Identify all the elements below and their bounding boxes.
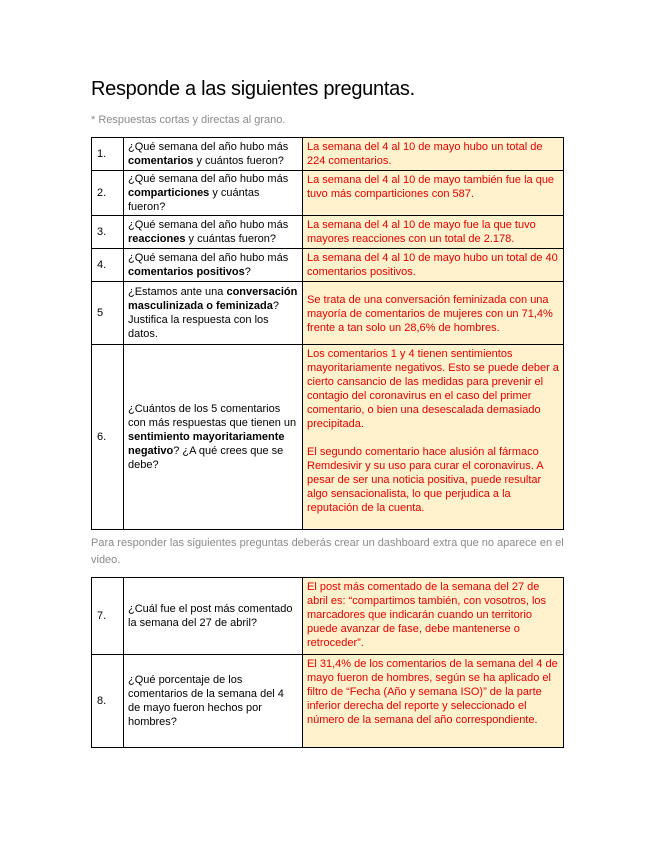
question-text: ¿Cuál fue el post más comentado la semana del 27 de abril? bbox=[124, 578, 303, 655]
dashboard-note: Para responder las siguientes preguntas deberás crear un dashboard extra que no aparece en el video. bbox=[91, 537, 564, 566]
answer-text: La semana del 4 al 10 de mayo fue la que tuvo mayores reacciones con un total de 2.178. bbox=[303, 216, 564, 249]
answer-text: El post más comentado de la semana del 27 de abril es: “compartimos también, con vosotros, los marcadores que indicarán cuando un territorio puede avanzar de fase, debe mantenerse o retroceder”. bbox=[303, 578, 564, 655]
question-text: ¿Estamos ante una conversación masculinizada o feminizada? Justifica la respuesta con los datos. bbox=[124, 282, 303, 345]
answer-text: La semana del 4 al 10 de mayo hubo un total de 224 comentarios. bbox=[303, 138, 564, 171]
answer-text bbox=[303, 345, 564, 530]
question-number: 5 bbox=[92, 282, 124, 345]
question-number: 8. bbox=[92, 655, 124, 748]
question-text: ¿Qué porcentaje de los comentarios de la semana del 4 de mayo fueron hechos por hombres? bbox=[124, 655, 303, 748]
table-row bbox=[92, 282, 564, 345]
questions-table-1 bbox=[91, 137, 564, 530]
question-number: 1. bbox=[92, 138, 124, 171]
question-text: ¿Qué semana del año hubo más comparticiones y cuántas fueron? bbox=[124, 171, 303, 216]
question-text: ¿Qué semana del año hubo más comentarios positivos? bbox=[124, 249, 303, 282]
table-row bbox=[92, 171, 564, 216]
answer-paragraph-1: Los comentarios 1 y 4 tienen sentimientos mayoritariamente negativos. Esto se puede deber a cierto cansancio de las medidas para prevenir el contagio del coronavirus en el caso del primer comentario, o bien una desescalada demasiado precipitada. bbox=[307, 348, 559, 430]
question-text: ¿Cuántos de los 5 comentarios con más respuestas que tienen un sentimiento mayoritariamente negativo? ¿A qué crees que se debe? bbox=[124, 345, 303, 530]
question-number: 3. bbox=[92, 216, 124, 249]
table-row bbox=[92, 345, 564, 530]
table-row bbox=[92, 249, 564, 282]
question-number: 4. bbox=[92, 249, 124, 282]
table-row bbox=[92, 578, 564, 655]
questions-table-2 bbox=[91, 577, 564, 748]
page-title: Responde a las siguientes preguntas. bbox=[91, 78, 415, 100]
answer-paragraph-2: El segundo comentario hace alusión al fármaco Remdesivir y su uso para curar el coronavirus. A pesar de ser una noticia positiva, puede resultar algo sensacionalista, lo que perjudica a la reputación de la cuenta. bbox=[307, 446, 543, 514]
question-text: ¿Qué semana del año hubo más comentarios y cuántos fueron? bbox=[124, 138, 303, 171]
answer-text: El 31,4% de los comentarios de la semana del 4 de mayo fueron de hombres, según se ha aplicado el filtro de “Fecha (Año y semana ISO)” de la parte inferior derecha del reporte y seleccionado el número de la semana del año correspondiente. bbox=[303, 655, 564, 748]
answer-text: La semana del 4 al 10 de mayo también fue la que tuvo más comparticiones con 587. bbox=[303, 171, 564, 216]
table-row bbox=[92, 655, 564, 748]
table-row bbox=[92, 138, 564, 171]
instructions-note: * Respuestas cortas y directas al grano. bbox=[91, 114, 286, 126]
question-number: 6. bbox=[92, 345, 124, 530]
question-number: 7. bbox=[92, 578, 124, 655]
question-number: 2. bbox=[92, 171, 124, 216]
answer-text: La semana del 4 al 10 de mayo hubo un total de 40 comentarios positivos. bbox=[303, 249, 564, 282]
question-text: ¿Qué semana del año hubo más reacciones y cuántas fueron? bbox=[124, 216, 303, 249]
answer-text: Se trata de una conversación feminizada con una mayoría de comentarios de mujeres con un 71,4% frente a tan solo un 28,6% de hombres. bbox=[303, 282, 564, 345]
table-row bbox=[92, 216, 564, 249]
